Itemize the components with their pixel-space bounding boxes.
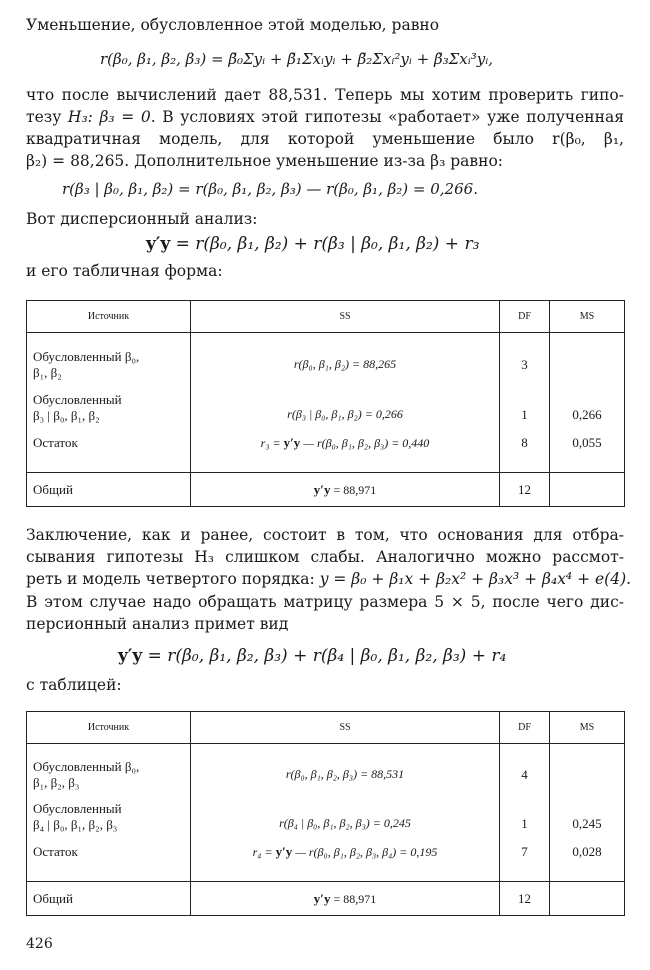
ss-cell (191, 429, 500, 473)
ss-cell: r(β₃ | β₀, β₁, β₂) = 0,266 (191, 387, 500, 429)
yy-term: y′y (146, 234, 171, 254)
paragraph-intro: Уменьшение, обусловленное этой моделью, равно (26, 16, 440, 34)
ss-cell: r(β₀, β₁, β₂) = 88,265 (191, 333, 500, 387)
equation-anova-quartic (118, 646, 506, 666)
ms-cell: 0,245 (550, 796, 625, 838)
equation-anova-cubic-rest: = r(β₀, β₁, β₂) + r(β₃ | β₀, β₁, β₂) + r₃ (170, 234, 480, 254)
equation-additional-reduction: r(β₃ | β₀, β₁, β₂) = r(β₀, β₁, β₂, β₃) — r(β₀, β₁, β₂) = 0,266. (62, 180, 478, 198)
df-cell: 12 (500, 473, 550, 507)
paragraph-hypothesis-line2 (26, 106, 624, 128)
paragraph-hypothesis-line4: β₂) = 88,265. Дополнительное уменьшение из-за β₃ равно: (26, 152, 504, 170)
ms-cell (550, 333, 625, 387)
source-line: β₄ | β₀, β₁, β₂, β₃ (33, 816, 118, 832)
paragraph-table2-intro: с таблицей: (26, 676, 122, 694)
source-line: Обусловленный (33, 800, 122, 816)
paragraph-conclusion-line4: В этом случае надо обращать матрицу размера 5 × 5, после чего дис- (26, 593, 624, 611)
yy-term: y′y (275, 843, 293, 859)
source-cell (27, 333, 191, 387)
header-ss: SS (191, 301, 500, 333)
yy-term: y′y (118, 646, 143, 666)
ss-fragment: — r(β₀, β₁, β₂, β₃) = 0,440 (300, 435, 430, 450)
table-row (27, 744, 625, 796)
source-line: Остаток (33, 434, 78, 450)
yy-term: y′y (313, 890, 331, 906)
table-row (27, 429, 625, 473)
df-cell: 7 (500, 838, 550, 882)
ms-cell (550, 473, 625, 507)
ss-cell: r(β₄ | β₀, β₁, β₂, β₃) = 0,245 (191, 796, 500, 838)
text-fragment: реть и модель четвертого порядка: (26, 570, 320, 588)
ss-fragment: = 88,971 (330, 482, 377, 497)
equation-anova-cubic (146, 234, 479, 254)
ss-cell (191, 473, 500, 507)
source-line: Обусловленный β₀, (33, 348, 140, 364)
table-row (27, 387, 625, 429)
ms-cell (550, 744, 625, 796)
header-df: DF (500, 301, 550, 333)
ms-cell: 0,055 (550, 429, 625, 473)
ss-cell (191, 838, 500, 882)
df-cell: 8 (500, 429, 550, 473)
yy-term: y′y (283, 434, 301, 450)
ss-fragment: r₄ = (252, 844, 276, 859)
ss-fragment: = 88,971 (330, 891, 377, 906)
df-cell: 12 (500, 882, 550, 916)
table-header-row (27, 712, 625, 744)
header-source: Источник (27, 712, 191, 744)
quartic-model-equation: y = β₀ + β₁x + β₂x² + β₃x³ + β₄x⁴ + e(4). (319, 570, 632, 588)
df-cell: 1 (500, 387, 550, 429)
table-total-row (27, 473, 625, 507)
source-line: β₁, β₂ (33, 364, 62, 380)
text-fragment: . В условиях этой гипотезы «работает» уже полученная (150, 108, 624, 126)
table-row (27, 838, 625, 882)
table-header-row (27, 301, 625, 333)
header-ms: MS (550, 712, 625, 744)
source-cell (27, 744, 191, 796)
paragraph-conclusion-line1: Заключение, как и ранее, состоит в том, что основания для отбра- (26, 526, 624, 544)
source-cell (27, 387, 191, 429)
source-line: β₃ | β₀, β₁, β₂ (33, 407, 100, 423)
source-line: Остаток (33, 843, 78, 859)
anova-table-quartic (26, 711, 625, 916)
anova-table-cubic (26, 300, 625, 507)
hypothesis-h3: H₃: β₃ = 0 (67, 108, 151, 126)
paragraph-table-intro: и его табличная форма: (26, 262, 223, 280)
paragraph-hypothesis-line1: что после вычислений дает 88,531. Теперь мы хотим проверить гипо- (26, 86, 624, 104)
table-row (27, 796, 625, 838)
source-line: Обусловленный (33, 391, 122, 407)
header-ss: SS (191, 712, 500, 744)
ss-fragment: — r(β₀, β₁, β₂, β₃, β₄) = 0,195 (292, 844, 438, 859)
ms-cell: 0,266 (550, 387, 625, 429)
text-fragment: тезу (26, 108, 68, 126)
yy-term: y′y (313, 481, 331, 497)
source-line: β₁, β₂, β₃ (33, 774, 80, 790)
equation-reduction (100, 50, 493, 68)
paragraph-hypothesis-line3: квадратичная модель, для которой уменьшение было r(β₀, β₁, (26, 130, 624, 148)
source-cell (27, 796, 191, 838)
paragraph-conclusion-line5: персионный анализ примет вид (26, 615, 289, 633)
source-cell: Общий (27, 882, 191, 916)
df-cell: 4 (500, 744, 550, 796)
ss-cell (191, 882, 500, 916)
ms-cell: 0,028 (550, 838, 625, 882)
ss-fragment: r₃ = (260, 435, 284, 450)
equation-reduction-rhs: β̃₀Σyᵢ + β̃₁Σxᵢyᵢ + β̃₂Σxᵢ²yᵢ + β̃₃Σxᵢ³yᵢ, (228, 50, 494, 68)
table-total-row (27, 882, 625, 916)
ss-cell: r(β₀, β₁, β₂, β₃) = 88,531 (191, 744, 500, 796)
table-row (27, 333, 625, 387)
header-source: Источник (27, 301, 191, 333)
equation-anova-quartic-rest: = r(β₀, β₁, β₂, β₃) + r(β₄ | β₀, β₁, β₂, β₃) + r₄ (142, 646, 507, 666)
paragraph-anova-intro: Вот дисперсионный анализ: (26, 210, 258, 228)
source-cell (27, 838, 191, 882)
header-df: DF (500, 712, 550, 744)
paragraph-conclusion-line2: сывания гипотезы H₃ слишком слабы. Аналогично можно рассмот- (26, 548, 624, 566)
source-line: Обусловленный β₀, (33, 758, 140, 774)
df-cell: 3 (500, 333, 550, 387)
equation-reduction-lhs: r(β₀, β₁, β₂, β₃) = (100, 50, 224, 68)
paragraph-conclusion-line3 (26, 568, 632, 590)
header-ms: MS (550, 301, 625, 333)
source-cell: Общий (27, 473, 191, 507)
ms-cell (550, 882, 625, 916)
df-cell: 1 (500, 796, 550, 838)
page-number: 426 (26, 936, 53, 952)
source-cell (27, 429, 191, 473)
